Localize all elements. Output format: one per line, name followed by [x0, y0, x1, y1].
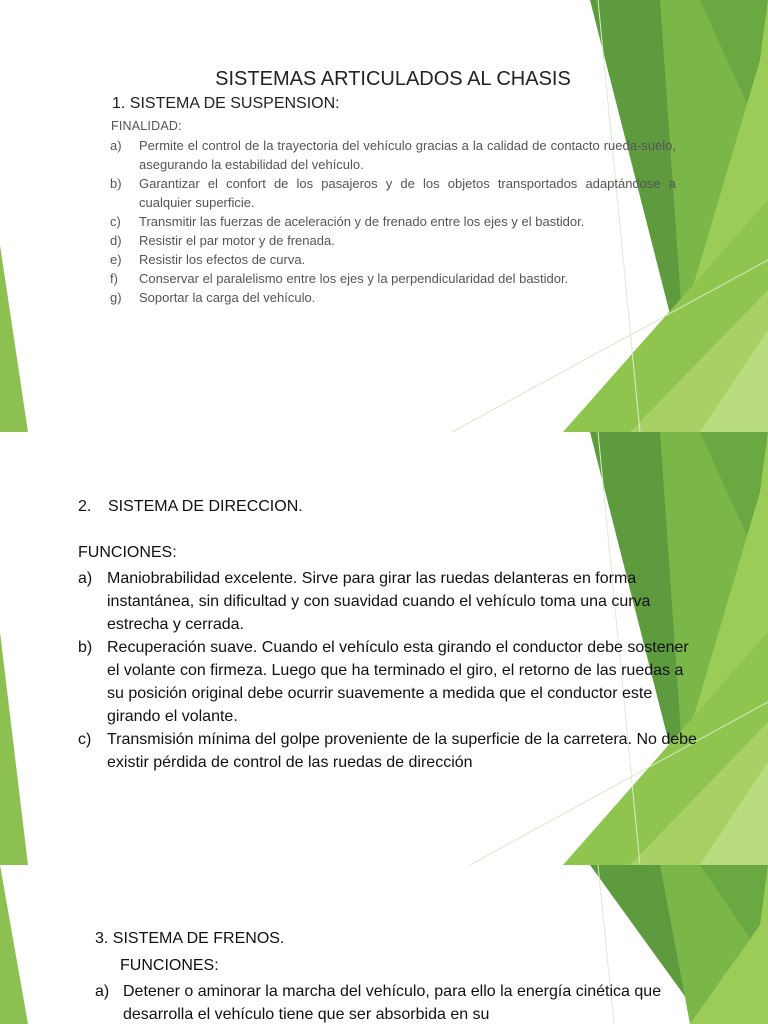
section-heading: 1. SISTEMA DE SUSPENSION: — [112, 95, 340, 112]
funciones-list — [78, 567, 698, 774]
list-text: Conservar el paralelismo entre los ejes y la perpendicularidad del bastidor. — [139, 271, 569, 286]
section-label: FINALIDAD: — [111, 119, 182, 133]
list-marker: a) — [110, 138, 122, 153]
list-text: Resistir el par motor y de frenada. — [139, 233, 335, 248]
section-heading — [78, 498, 303, 516]
section-heading: 3. SISTEMA DE FRENOS. — [95, 930, 285, 947]
funciones-list — [95, 980, 695, 1024]
list-marker: f) — [110, 271, 118, 286]
list-item — [78, 567, 698, 636]
list-text: Recuperación suave. Cuando el vehículo esta girando el conductor debe sostener el volante con firmeza. Luego que ha terminado el giro, el retorno de las ruedas a su posición original debe ocurrir suavemente a medida que el conductor este girando el volante. — [107, 639, 689, 725]
list-marker: e) — [110, 252, 122, 267]
slide-suspension — [0, 0, 768, 432]
list-marker: b) — [110, 176, 122, 191]
list-marker: c) — [110, 214, 121, 229]
heading-number: 2. — [78, 498, 92, 515]
list-item — [110, 174, 676, 212]
list-text: Maniobrabilidad excelente. Sirve para girar las ruedas delanteras en forma instantánea, sin dificultad y con suavidad cuando el vehículo toma una curva estrecha y cerrada. — [107, 570, 651, 633]
page-title: SISTEMAS ARTICULADOS AL CHASIS — [215, 68, 571, 90]
slide-direccion — [0, 432, 768, 865]
list-item — [78, 728, 698, 774]
list-item — [110, 212, 676, 231]
list-marker: g) — [110, 290, 122, 305]
list-marker: d) — [110, 233, 122, 248]
list-item — [78, 636, 698, 728]
list-text: Permite el control de la trayectoria del vehículo gracias a la calidad de contacto rueda-suelo, asegurando la estabilidad del vehículo. — [139, 138, 676, 172]
list-text: Garantizar el confort de los pasajeros y de los objetos transportados adaptándose a cualquier superficie. — [139, 176, 676, 210]
list-text: Resistir los efectos de curva. — [139, 252, 306, 267]
list-text: Transmitir las fuerzas de aceleración y de frenado entre los ejes y el bastidor. — [139, 214, 585, 229]
list-text: Soportar la carga del vehículo. — [139, 290, 316, 305]
list-item — [110, 250, 676, 269]
list-text: Detener o aminorar la marcha del vehículo, para ello la energía cinética que desarrolla el vehículo tiene que ser absorbida en su — [123, 983, 662, 1023]
list-marker: b) — [78, 639, 93, 656]
slide-frenos — [0, 865, 768, 1024]
list-item — [110, 288, 676, 307]
list-item — [110, 231, 676, 250]
heading-text: SISTEMA DE DIRECCION. — [108, 498, 303, 515]
list-marker: a) — [78, 570, 93, 587]
list-marker: c) — [78, 731, 92, 748]
list-text: Transmisión mínima del golpe proveniente de la superficie de la carretera. No debe existir pérdida de control de las ruedas de dirección — [107, 731, 697, 771]
section-label: FUNCIONES: — [78, 544, 177, 561]
list-item — [95, 980, 695, 1024]
section-label: FUNCIONES: — [120, 957, 219, 974]
list-item — [110, 136, 676, 174]
finalidad-list — [110, 136, 676, 307]
list-marker: a) — [95, 983, 110, 1000]
list-item — [110, 269, 676, 288]
